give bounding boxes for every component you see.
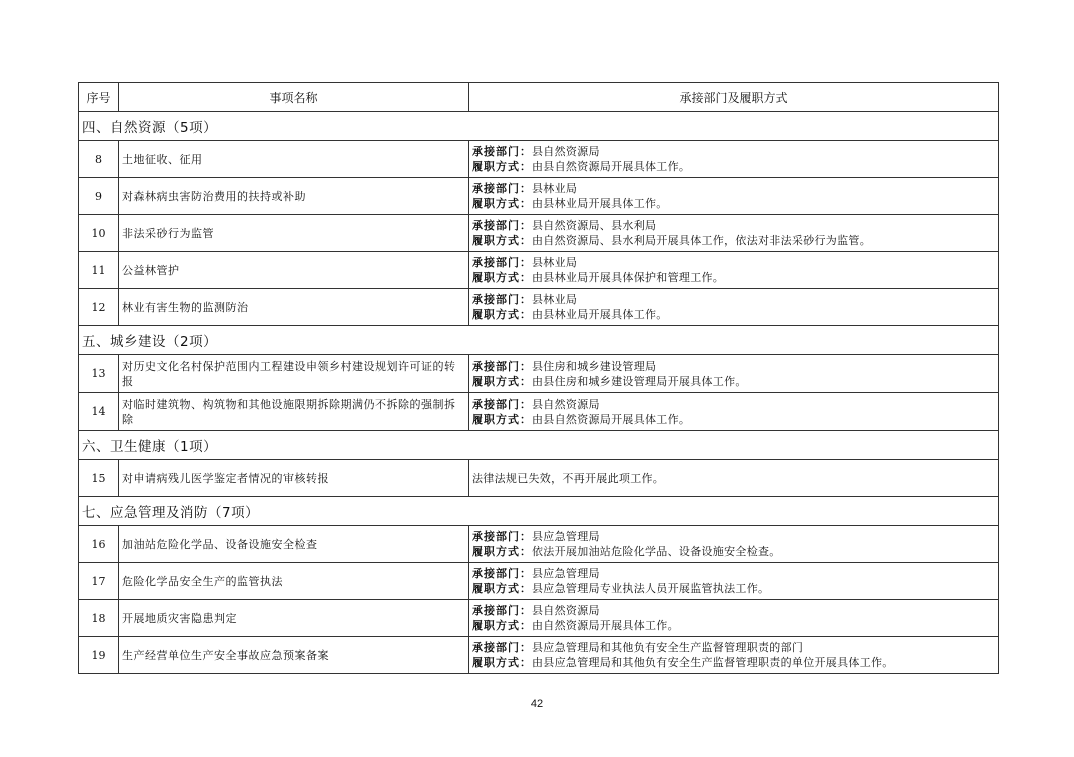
table-row bbox=[79, 600, 999, 637]
section-title: 七、应急管理及消防（7项） bbox=[79, 497, 999, 526]
dept-value: 县应急管理局和其他负有安全生产监督管理职责的部门 bbox=[532, 641, 804, 654]
method-label: 履职方式： bbox=[472, 545, 532, 558]
dept-label: 承接部门： bbox=[472, 256, 532, 269]
dept-label: 承接部门： bbox=[472, 219, 532, 232]
method-label: 履职方式： bbox=[472, 656, 532, 669]
dept-value: 县应急管理局 bbox=[532, 567, 600, 580]
table-row bbox=[79, 141, 999, 178]
table-row bbox=[79, 637, 999, 674]
item-number: 10 bbox=[79, 215, 119, 252]
item-number: 17 bbox=[79, 563, 119, 600]
method-label: 履职方式： bbox=[472, 160, 532, 173]
header-seq: 序号 bbox=[79, 83, 119, 112]
item-name: 对历史文化名村保护范围内工程建设申领乡村建设规划许可证的转报 bbox=[119, 355, 469, 393]
table-row bbox=[79, 460, 999, 497]
dept-label: 承接部门： bbox=[472, 567, 532, 580]
item-name: 对临时建筑物、构筑物和其他设施限期拆除期满仍不拆除的强制拆除 bbox=[119, 393, 469, 431]
item-name: 土地征收、征用 bbox=[119, 141, 469, 178]
header-name: 事项名称 bbox=[119, 83, 469, 112]
section-row bbox=[79, 326, 999, 355]
dept-value: 县林业局 bbox=[532, 293, 578, 306]
method-label: 履职方式： bbox=[472, 582, 532, 595]
table-row bbox=[79, 252, 999, 289]
section-row bbox=[79, 112, 999, 141]
section-row bbox=[79, 431, 999, 460]
item-name: 公益林管护 bbox=[119, 252, 469, 289]
item-responsibility bbox=[469, 141, 999, 178]
item-responsibility bbox=[469, 393, 999, 431]
dept-value: 县自然资源局 bbox=[532, 397, 600, 411]
dept-label: 承接部门： bbox=[472, 641, 532, 654]
item-note: 法律法规已失效，不再开展此项工作。 bbox=[472, 471, 665, 485]
item-number: 8 bbox=[79, 141, 119, 178]
item-number: 11 bbox=[79, 252, 119, 289]
method-value: 由县住房和城乡建设管理局开展具体工作。 bbox=[532, 374, 747, 388]
dept-value: 县林业局 bbox=[532, 256, 578, 269]
item-number: 13 bbox=[79, 355, 119, 393]
item-name: 危险化学品安全生产的监管执法 bbox=[119, 563, 469, 600]
item-name: 对森林病虫害防治费用的扶持或补助 bbox=[119, 178, 469, 215]
item-responsibility bbox=[469, 289, 999, 326]
table-row bbox=[79, 289, 999, 326]
item-number: 9 bbox=[79, 178, 119, 215]
method-value: 县应急管理局专业执法人员开展监管执法工作。 bbox=[532, 582, 770, 595]
item-name: 开展地质灾害隐患判定 bbox=[119, 600, 469, 637]
dept-value: 县自然资源局、县水利局 bbox=[532, 219, 657, 232]
method-label: 履职方式： bbox=[472, 308, 532, 321]
method-value: 由县应急管理局和其他负有安全生产监督管理职责的单位开展具体工作。 bbox=[532, 656, 894, 669]
dept-label: 承接部门： bbox=[472, 293, 532, 306]
item-number: 18 bbox=[79, 600, 119, 637]
method-label: 履职方式： bbox=[472, 412, 532, 426]
table-row bbox=[79, 215, 999, 252]
dept-value: 县自然资源局 bbox=[532, 604, 600, 617]
section-title: 六、卫生健康（1项） bbox=[79, 431, 999, 460]
table-row bbox=[79, 526, 999, 563]
table-row bbox=[79, 393, 999, 431]
item-number: 16 bbox=[79, 526, 119, 563]
section-row bbox=[79, 497, 999, 526]
item-responsibility bbox=[469, 637, 999, 674]
table-row bbox=[79, 563, 999, 600]
method-value: 由县自然资源局开展具体工作。 bbox=[532, 412, 691, 426]
item-responsibility bbox=[469, 355, 999, 393]
method-value: 由县林业局开展具体保护和管理工作。 bbox=[532, 271, 725, 284]
dept-value: 县应急管理局 bbox=[532, 530, 600, 543]
method-value: 依法开展加油站危险化学品、设备设施安全检查。 bbox=[532, 545, 781, 558]
method-value: 由县林业局开展具体工作。 bbox=[532, 308, 668, 321]
dept-label: 承接部门： bbox=[472, 182, 532, 195]
method-label: 履职方式： bbox=[472, 619, 532, 632]
dept-value: 县住房和城乡建设管理局 bbox=[532, 359, 657, 373]
dept-label: 承接部门： bbox=[472, 604, 532, 617]
method-label: 履职方式： bbox=[472, 234, 532, 247]
section-title: 五、城乡建设（2项） bbox=[79, 326, 999, 355]
dept-value: 县林业局 bbox=[532, 182, 578, 195]
table-body bbox=[79, 112, 999, 674]
method-label: 履职方式： bbox=[472, 374, 532, 388]
item-name: 非法采砂行为监管 bbox=[119, 215, 469, 252]
item-number: 15 bbox=[79, 460, 119, 497]
section-title: 四、自然资源（5项） bbox=[79, 112, 999, 141]
method-value: 由自然资源局、县水利局开展具体工作，依法对非法采砂行为监管。 bbox=[532, 234, 871, 247]
item-responsibility bbox=[469, 563, 999, 600]
method-label: 履职方式： bbox=[472, 271, 532, 284]
table-row bbox=[79, 355, 999, 393]
dept-value: 县自然资源局 bbox=[532, 145, 600, 158]
dept-label: 承接部门： bbox=[472, 397, 532, 411]
item-name: 加油站危险化学品、设备设施安全检查 bbox=[119, 526, 469, 563]
table-row bbox=[79, 178, 999, 215]
table-header-row bbox=[79, 83, 999, 112]
item-name: 生产经营单位生产安全事故应急预案备案 bbox=[119, 637, 469, 674]
method-value: 由自然资源局开展具体工作。 bbox=[532, 619, 679, 632]
responsibility-table bbox=[78, 82, 999, 674]
dept-label: 承接部门： bbox=[472, 145, 532, 158]
item-number: 14 bbox=[79, 393, 119, 431]
item-responsibility bbox=[469, 460, 999, 497]
item-responsibility bbox=[469, 252, 999, 289]
item-responsibility bbox=[469, 215, 999, 252]
item-responsibility bbox=[469, 178, 999, 215]
method-label: 履职方式： bbox=[472, 197, 532, 210]
item-name: 林业有害生物的监测防治 bbox=[119, 289, 469, 326]
item-number: 12 bbox=[79, 289, 119, 326]
item-name: 对申请病残儿医学鉴定者情况的审核转报 bbox=[119, 460, 469, 497]
item-number: 19 bbox=[79, 637, 119, 674]
method-value: 由县自然资源局开展具体工作。 bbox=[532, 160, 691, 173]
dept-label: 承接部门： bbox=[472, 530, 532, 543]
dept-label: 承接部门： bbox=[472, 359, 532, 373]
page-number: 42 bbox=[530, 698, 544, 710]
item-responsibility bbox=[469, 600, 999, 637]
header-dept: 承接部门及履职方式 bbox=[469, 83, 999, 112]
method-value: 由县林业局开展具体工作。 bbox=[532, 197, 668, 210]
item-responsibility bbox=[469, 526, 999, 563]
